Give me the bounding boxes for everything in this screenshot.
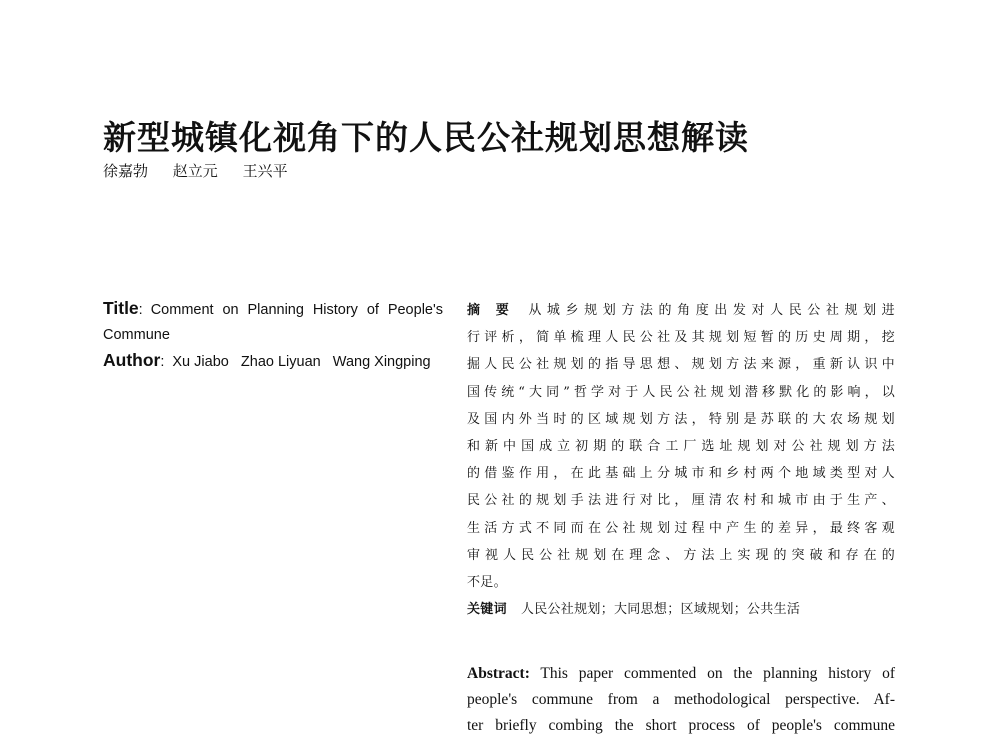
paper-title: 新型城镇化视角下的人民公社规划思想解读 bbox=[103, 118, 749, 157]
english-meta bbox=[103, 296, 443, 375]
abstract-en-line: ter briefly combing the short process of people's commune bbox=[467, 717, 895, 734]
abstract-en-label: Abstract bbox=[467, 665, 525, 682]
abstract-cn-line: 摘 要 从城乡规划方法的角度出发对人民公社规划进 bbox=[467, 303, 895, 318]
keywords-value: 人民公社规划；大同思想；区域规划；公共生活 bbox=[520, 602, 801, 618]
abstract-cn-line: 行评析，简单梳理人民公社及其规划短暂的历史周期，挖 bbox=[467, 330, 895, 346]
abstract-cn-line: 不足。 bbox=[467, 575, 507, 591]
author-cn-2: 赵立元 bbox=[172, 162, 218, 180]
english-author-block bbox=[103, 348, 443, 375]
abstract-cn-line: 及国内外当时的区域规划方法，特别是苏联的大农场规划 bbox=[467, 411, 895, 427]
abstract-cn-line: 国传统“大同”哲学对于人民公社规划潜移默化的影响，以 bbox=[467, 384, 895, 400]
abstract-cn-line: 掘人民公社规划的指导思想、规划方法来源，重新认识中 bbox=[467, 357, 895, 373]
author-en-separator: : bbox=[160, 354, 165, 370]
keywords-label: 关键词 bbox=[467, 602, 507, 618]
abstract-cn-line: 民公社的规划手法进行对比，厘清农村和城市由于生产、 bbox=[467, 493, 895, 509]
abstract-cn-label: 摘 要 bbox=[467, 303, 515, 318]
english-title-block bbox=[103, 296, 443, 348]
abstract-en bbox=[467, 661, 895, 739]
abstract-cn-line: 生活方式不同而在公社规划过程中产生的差异，最终客观 bbox=[467, 520, 895, 536]
keywords bbox=[467, 596, 895, 623]
authors-cn bbox=[103, 160, 308, 181]
abstract-en-separator: : bbox=[524, 665, 530, 682]
author-en-label: Author bbox=[103, 350, 161, 370]
author-cn-3: 王兴平 bbox=[242, 162, 288, 180]
author-en: Xu Jiabo Zhao Liyuan Wang Xingping bbox=[172, 354, 431, 370]
title-en-separator: : bbox=[138, 302, 143, 318]
abstract-cn bbox=[467, 297, 895, 596]
chinese-abstract-column bbox=[467, 297, 895, 623]
abstract-cn-line: 的借鉴作用，在此基础上分城市和乡村两个地域类型对人 bbox=[467, 466, 895, 482]
abstract-en-line: people's commune from a methodological perspective. Af- bbox=[467, 691, 895, 708]
title-en: Comment on Planning History of People's Commune bbox=[103, 302, 443, 343]
abstract-en-line: Abstract: This paper commented on the planning history of bbox=[467, 665, 895, 682]
title-en-label: Title bbox=[103, 298, 139, 318]
abstract-cn-line: 和新中国成立初期的联合工厂选址规划对公社规划方法 bbox=[467, 439, 895, 455]
abstract-cn-line: 审视人民公社规划在理念、方法上实现的突破和存在的 bbox=[467, 547, 895, 563]
author-cn-1: 徐嘉勃 bbox=[103, 162, 149, 180]
